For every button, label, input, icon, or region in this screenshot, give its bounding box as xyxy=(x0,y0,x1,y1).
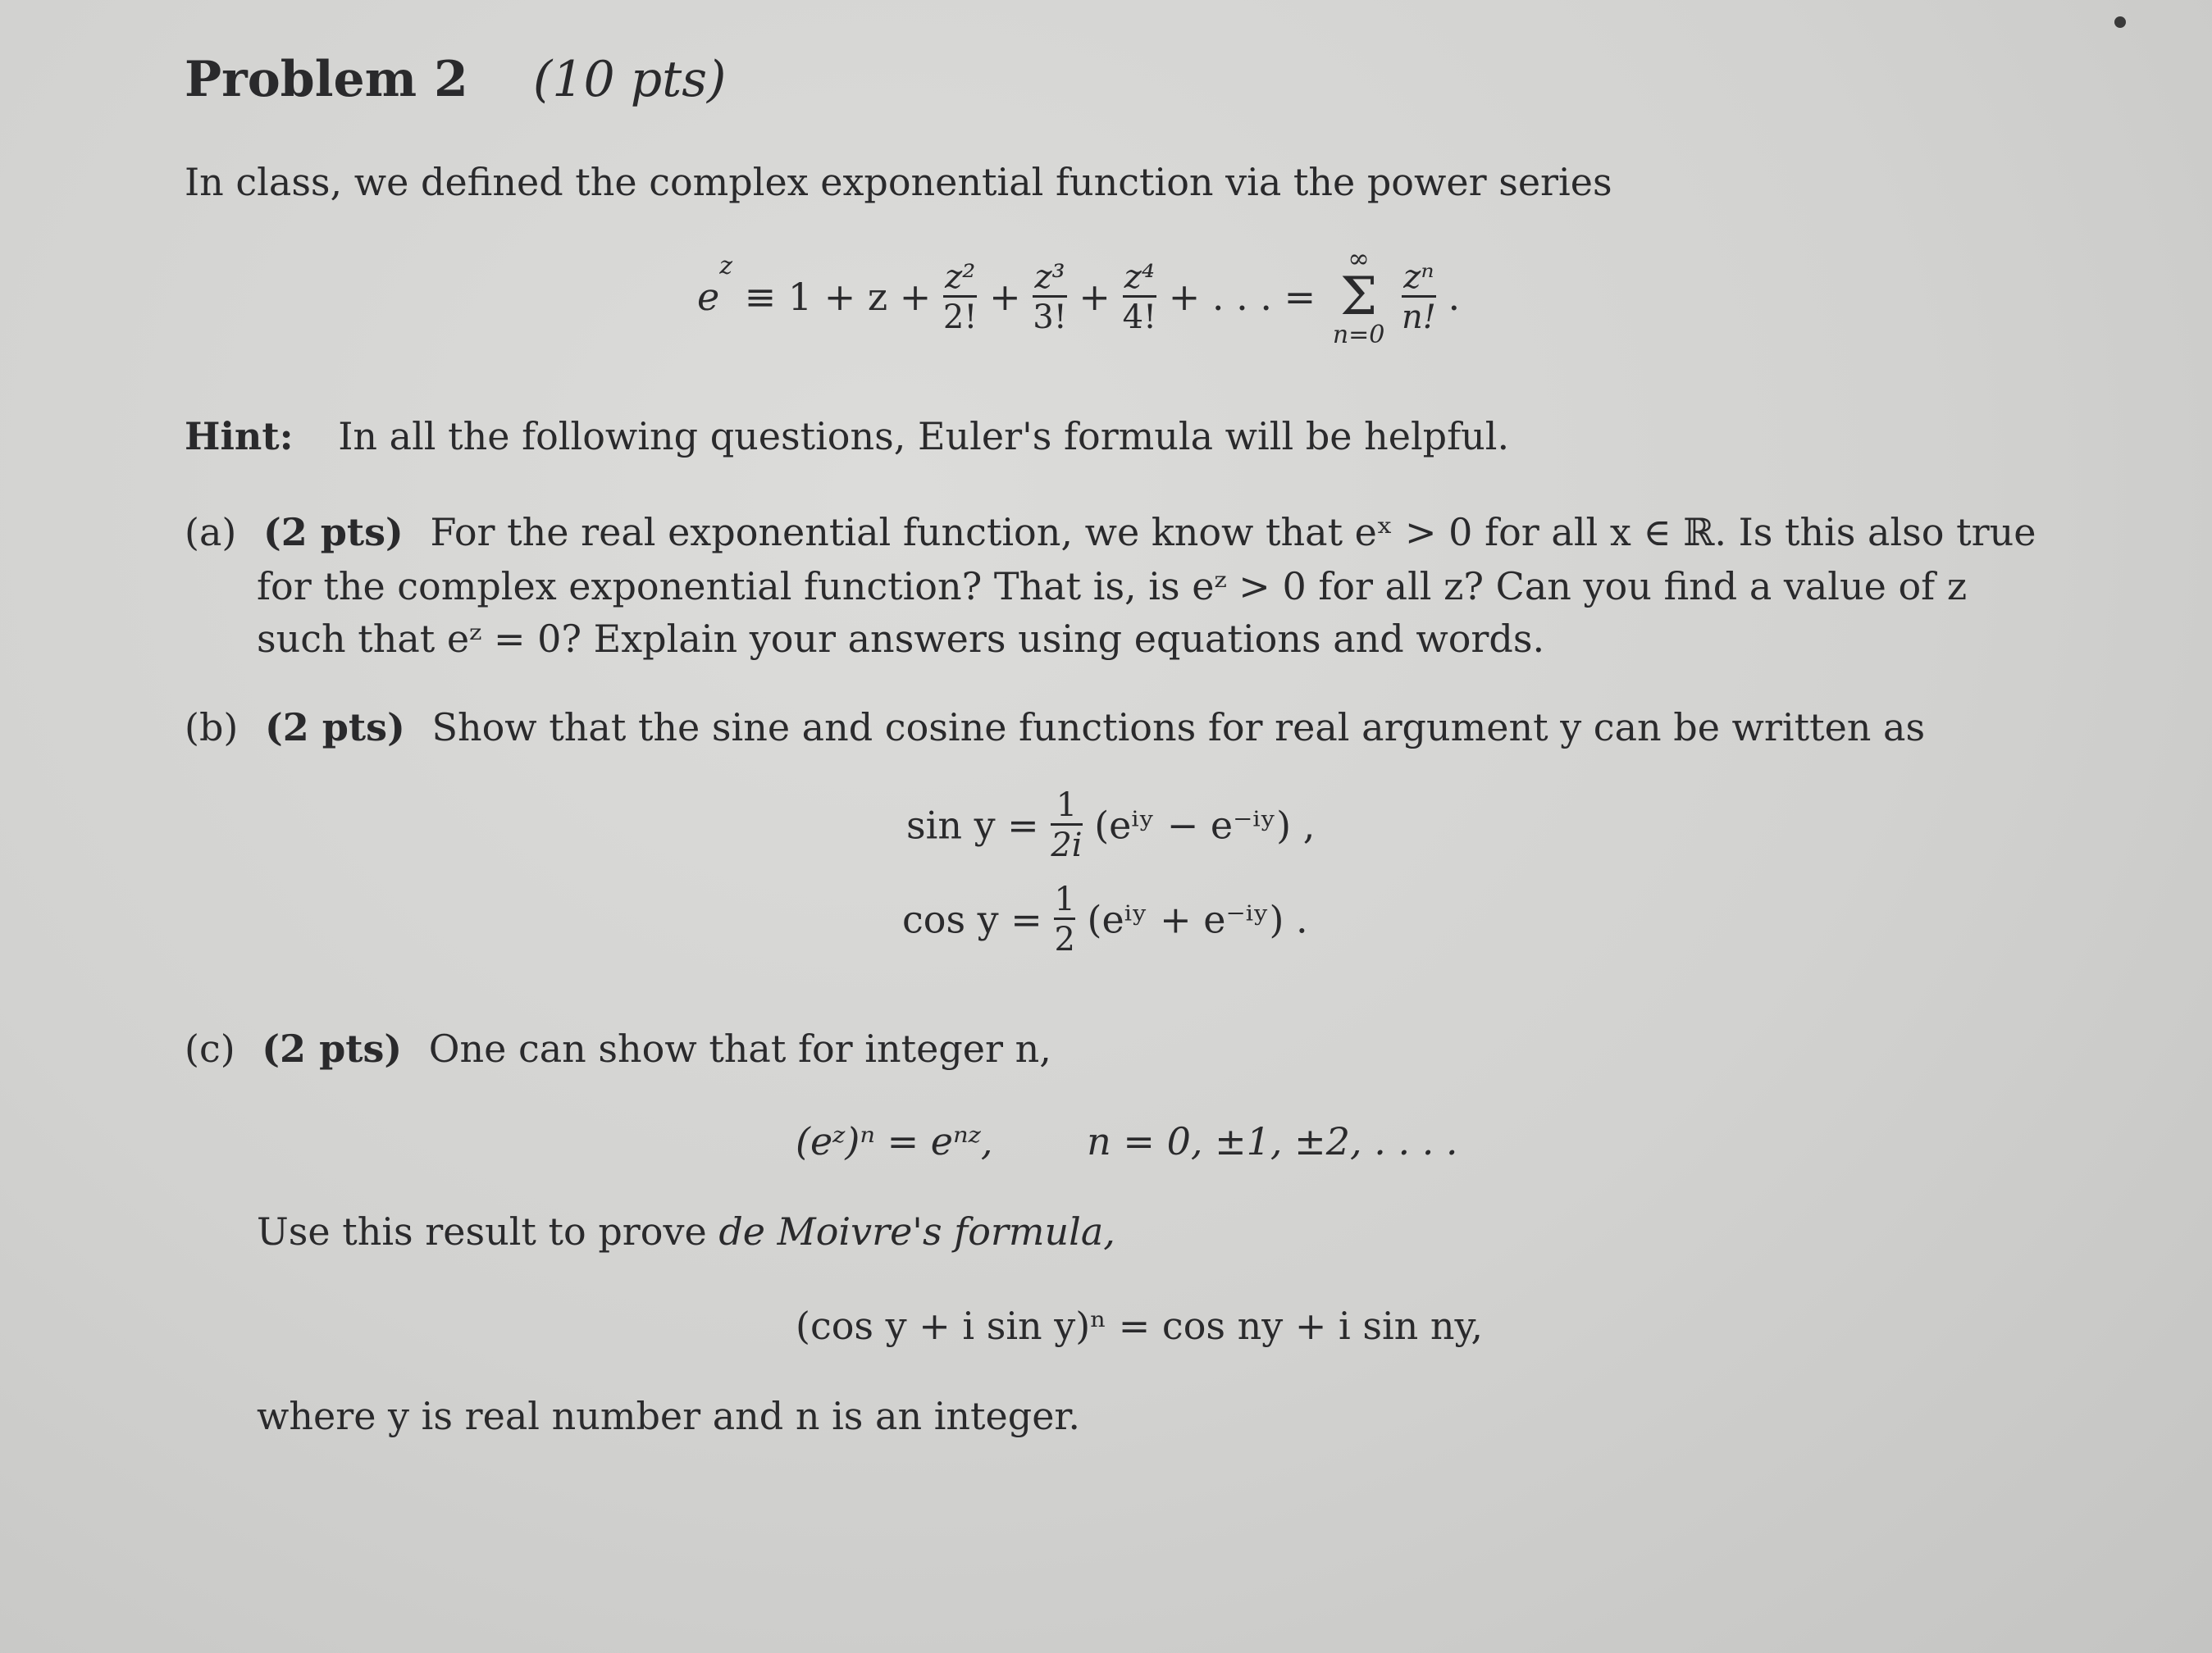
sum-bottom: n=0 xyxy=(1332,321,1385,349)
use-result-line xyxy=(257,1209,1115,1254)
de-moivre-equation: (cos y + i sin y)ⁿ = cos ny + i sin ny, xyxy=(796,1304,1484,1348)
frac-num: 1 xyxy=(1054,881,1075,918)
sum-top: ∞ xyxy=(1348,243,1370,274)
fraction-zn xyxy=(1402,259,1436,335)
series-equation xyxy=(697,244,1460,384)
part-a-line1 xyxy=(185,510,2036,554)
cos-fraction xyxy=(1054,881,1074,958)
fraction-z3 xyxy=(1033,259,1067,335)
series-end: . xyxy=(1448,275,1461,319)
frac-num: z³ xyxy=(1034,257,1065,296)
frac-num: zⁿ xyxy=(1403,257,1434,296)
cos-equation xyxy=(902,881,1308,958)
part-a-label: (a) xyxy=(185,510,237,554)
part-c-label: (c) xyxy=(185,1027,235,1071)
hint-line xyxy=(185,414,1509,458)
sum-symbol: Σ xyxy=(1339,266,1378,327)
fraction-z4 xyxy=(1123,259,1157,335)
cos-lhs: cos y = xyxy=(902,897,1042,942)
sin-rhs: (eⁱʸ − e⁻ⁱʸ) , xyxy=(1094,803,1316,848)
problem-heading xyxy=(185,51,726,108)
part-c-points: (2 pts) xyxy=(262,1027,403,1071)
series-part1: ≡ 1 + z + xyxy=(744,275,932,319)
sin-equation xyxy=(906,787,1315,863)
frac-den: 2 xyxy=(1054,918,1074,958)
part-b-label: (b) xyxy=(185,705,239,749)
series-lhs: e xyxy=(697,275,720,319)
series-tail: + . . . = xyxy=(1168,275,1316,319)
part-b-points: (2 pts) xyxy=(264,705,405,749)
part-b-text: Show that the sine and cosine functions for real argument y can be written as xyxy=(431,705,1926,749)
frac-den: 2! xyxy=(943,295,978,335)
use-result-text: Use this result to prove xyxy=(257,1209,719,1254)
fraction-z2 xyxy=(943,259,978,335)
hint-text: In all the following questions, Euler's formula will be helpful. xyxy=(338,414,1510,458)
part-a-line2: for the complex exponential function? That is, is eᶻ > 0 for all z? Can you find a value of z xyxy=(257,564,1968,608)
cos-rhs: (eⁱʸ + e⁻ⁱʸ) . xyxy=(1087,897,1308,942)
problem-title: Problem 2 xyxy=(185,51,468,108)
plus-sign: + xyxy=(989,275,1021,319)
part-a-line3: such that eᶻ = 0? Explain your answers using equations and words. xyxy=(257,617,1545,661)
frac-num: z² xyxy=(945,257,976,296)
part-a-points: (2 pts) xyxy=(262,510,404,554)
frac-den: n! xyxy=(1402,295,1436,335)
part-b-line xyxy=(185,705,1925,749)
sin-fraction xyxy=(1051,787,1082,863)
intro-text: In class, we defined the complex exponential function via the power series xyxy=(185,160,1612,204)
power-eq-text: (eᶻ)ⁿ = eⁿᶻ, xyxy=(796,1119,993,1163)
power-eq-condition: n = 0, ±1, ±2, . . . . xyxy=(1087,1119,1458,1163)
plus-sign: + xyxy=(1079,275,1111,319)
speck-mark xyxy=(2114,16,2126,28)
frac-num: z⁴ xyxy=(1124,257,1155,296)
hint-label: Hint: xyxy=(185,414,294,458)
power-equation xyxy=(796,1119,1458,1163)
de-moivre-label: de Moivre's formula, xyxy=(718,1209,1115,1254)
frac-den: 2i xyxy=(1051,823,1082,863)
frac-den: 4! xyxy=(1123,295,1157,335)
sin-lhs: sin y = xyxy=(906,803,1039,848)
frac-den: 3! xyxy=(1033,295,1067,335)
problem-points: (10 pts) xyxy=(532,51,727,108)
frac-num: 1 xyxy=(1056,786,1078,824)
part-c-line xyxy=(185,1027,1051,1071)
summation xyxy=(1333,244,1385,349)
part-a-text1: For the real exponential function, we know that eˣ > 0 for all x ∈ ℝ. Is this also true xyxy=(430,510,2036,554)
part-c-text: One can show that for integer n, xyxy=(428,1027,1051,1071)
series-lhs-sup: z xyxy=(719,252,733,280)
closing-line: where y is real number and n is an integer. xyxy=(257,1394,1080,1438)
